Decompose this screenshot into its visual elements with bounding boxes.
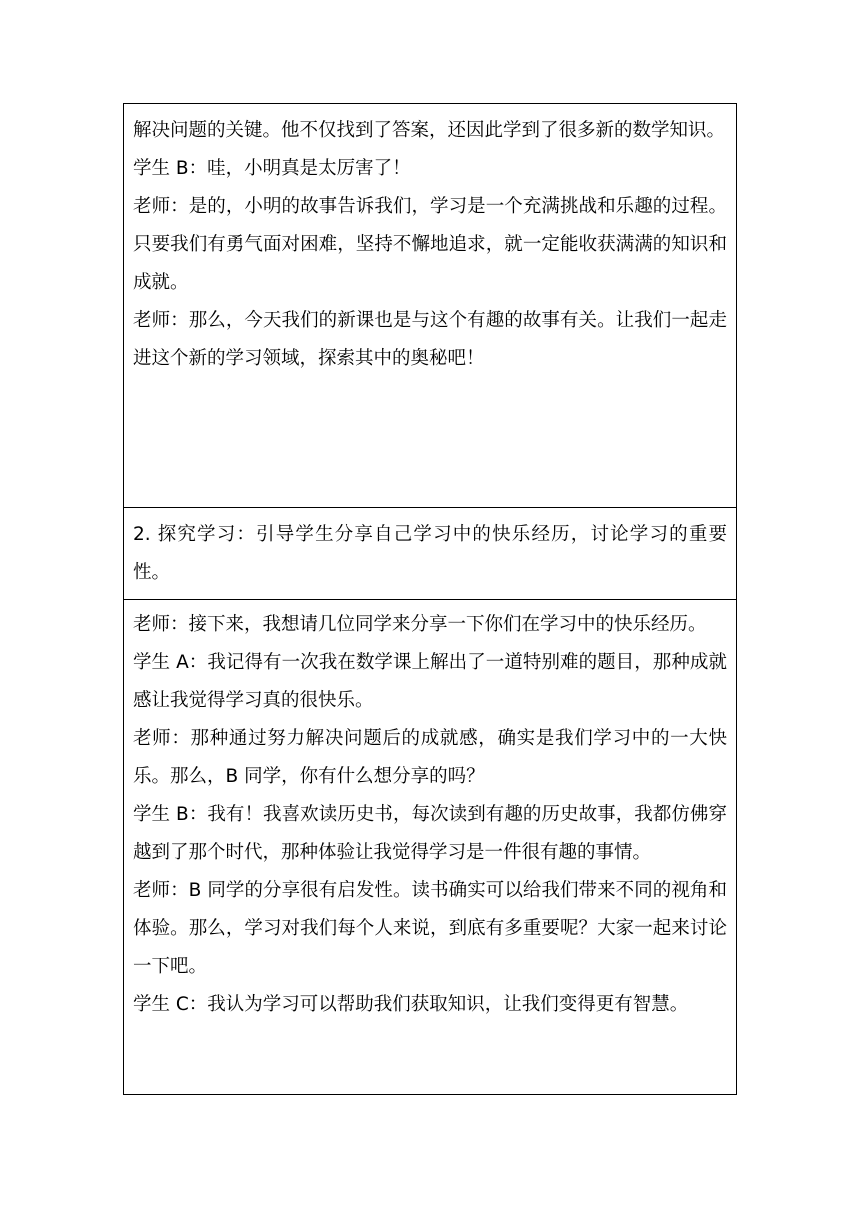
lesson-plan-table [123, 103, 737, 1095]
paragraph: 老师：是的，小明的故事告诉我们，学习是一个充满挑战和乐趣的过程。只要我们有勇气面对困难，坚持不懈地追求，就一定能收获满满的知识和成就。 [133, 196, 727, 293]
paragraph: 老师：那种通过努力解决问题后的成就感，确实是我们学习中的一大快乐。那么，B 同学，你有什么想分享的吗？ [133, 728, 727, 787]
paragraph: 学生 B：我有！我喜欢读历史书，每次读到有趣的历史故事，我都仿佛穿越到了那个时代，那种体验让我觉得学习是一件很有趣的事情。 [133, 804, 727, 863]
section-heading: 2. 探究学习：引导学生分享自己学习中的快乐经历，讨论学习的重要性。 [133, 524, 727, 583]
table-cell-section-heading [124, 507, 736, 599]
paragraph: 老师：B 同学的分享很有启发性。读书确实可以给我们带来不同的视角和体验。那么，学习对我们每个人来说，到底有多重要呢？大家一起来讨论一下吧。 [133, 880, 727, 977]
paragraph: 老师：接下来，我想请几位同学来分享一下你们在学习中的快乐经历。 [133, 614, 707, 635]
paragraph: 学生 B：哇，小明真是太厉害了！ [133, 158, 411, 179]
paragraph: 学生 C：我认为学习可以帮助我们获取知识，让我们变得更有智慧。 [133, 994, 689, 1015]
paragraph: 老师：那么，今天我们的新课也是与这个有趣的故事有关。让我们一起走进这个新的学习领域，探索其中的奥秘吧！ [133, 310, 727, 369]
paragraph: 解决问题的关键。他不仅找到了答案，还因此学到了很多新的数学知识。 [133, 120, 726, 141]
table-cell-dialogue-discussion [124, 599, 736, 1094]
table-cell-dialogue-intro [124, 104, 736, 507]
paragraph: 学生 A：我记得有一次我在数学课上解出了一道特别难的题目，那种成就感让我觉得学习真的很快乐。 [133, 652, 727, 711]
